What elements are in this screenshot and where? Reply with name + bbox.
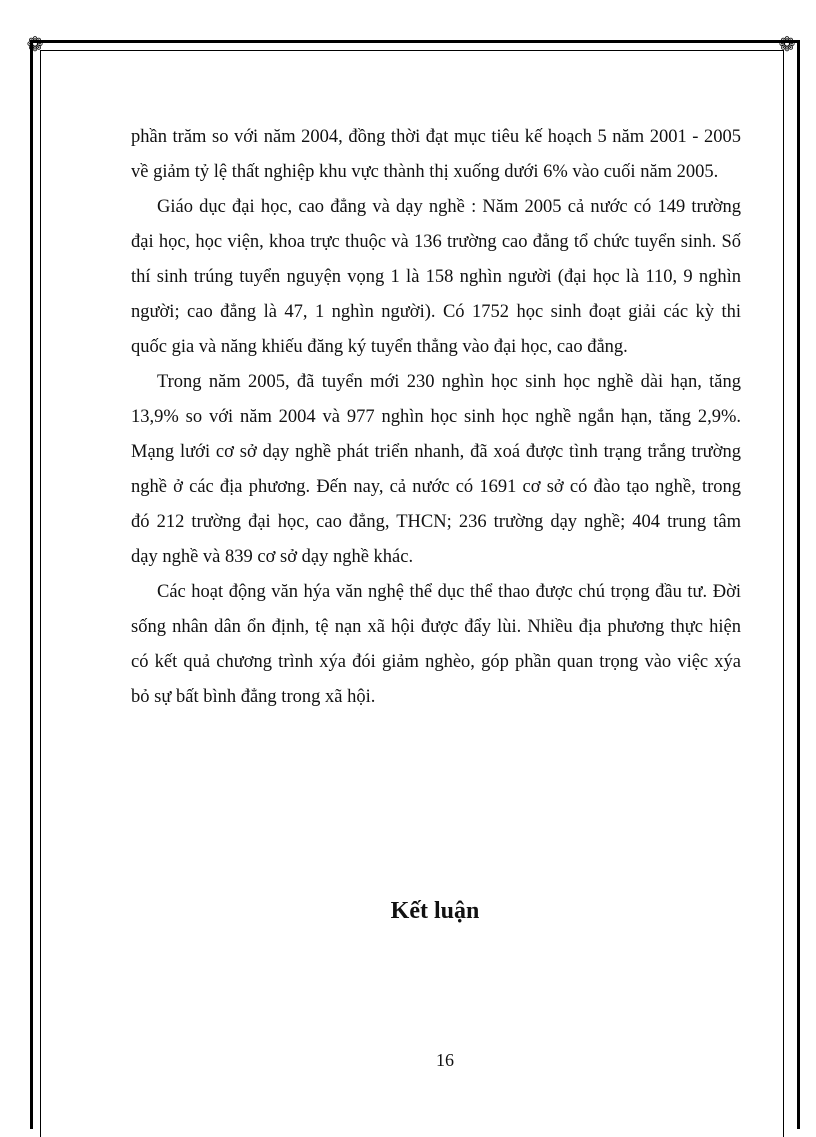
text-line: đại học, học viện, khoa trực thuộc và 136 trường cao đẳng tổ chức tuyển sinh. Số [131, 232, 741, 252]
text-line: Trong năm 2005, đã tuyển mới 230 nghìn học sinh học nghề dài hạn, tăng [157, 372, 741, 392]
text-line: 13,9% so với năm 2004 và 977 nghìn học sinh học nghề ngắn hạn, tăng 2,9%. [131, 407, 741, 427]
text-line: phần trăm so với năm 2004, đồng thời đạt mục tiêu kế hoạch 5 năm 2001 - 2005 [131, 127, 741, 147]
text-line: Mạng lưới cơ sở dạy nghề phát triển nhanh, đã xoá được tình trạng trắng trường [131, 442, 741, 462]
text-line: đó 212 trường đại học, cao đẳng, THCN; 236 trường dạy nghề; 404 trung tâm [131, 512, 741, 532]
text-line: thí sinh trúng tuyển nguyện vọng 1 là 158 nghìn người (đại học là 110, 9 nghìn [131, 267, 741, 287]
text-line: có kết quả chương trình xýa đói giảm nghèo, góp phần quan trọng vào việc xýa [131, 652, 741, 672]
corner-ornament-icon: ❁ [26, 34, 44, 56]
text-line: Giáo dục đại học, cao đẳng và dạy nghề : Năm 2005 cả nước có 149 trường [157, 197, 741, 217]
text-line: bỏ sự bất bình đẳng trong xã hội. [131, 687, 376, 707]
page-number: 16 [436, 1050, 454, 1070]
text-line: dạy nghề và 839 cơ sở dạy nghề khác. [131, 547, 414, 567]
text-line: Các hoạt động văn hýa văn nghệ thể dục thể thao được chú trọng đầu tư. Đời [157, 582, 741, 602]
corner-ornament-icon: ❁ [778, 34, 796, 56]
text-line: người; cao đẳng là 47, 1 nghìn người). Có 1752 học sinh đoạt giải các kỳ thi [131, 302, 741, 322]
text-line: nghề ở các địa phương. Đến nay, cả nước có 1691 cơ sở có đào tạo nghề, trong [131, 477, 741, 497]
text-line: về giảm tỷ lệ thất nghiệp khu vực thành thị xuống dưới 6% vào cuối năm 2005. [131, 162, 719, 182]
section-title: Kết luận [390, 898, 480, 924]
text-line: quốc gia và năng khiếu đăng ký tuyển thẳng vào đại học, cao đẳng. [131, 337, 628, 357]
text-line: sống nhân dân ổn định, tệ nạn xã hội được đẩy lùi. Nhiều địa phương thực hiện [131, 617, 741, 637]
body-text [131, 120, 741, 715]
